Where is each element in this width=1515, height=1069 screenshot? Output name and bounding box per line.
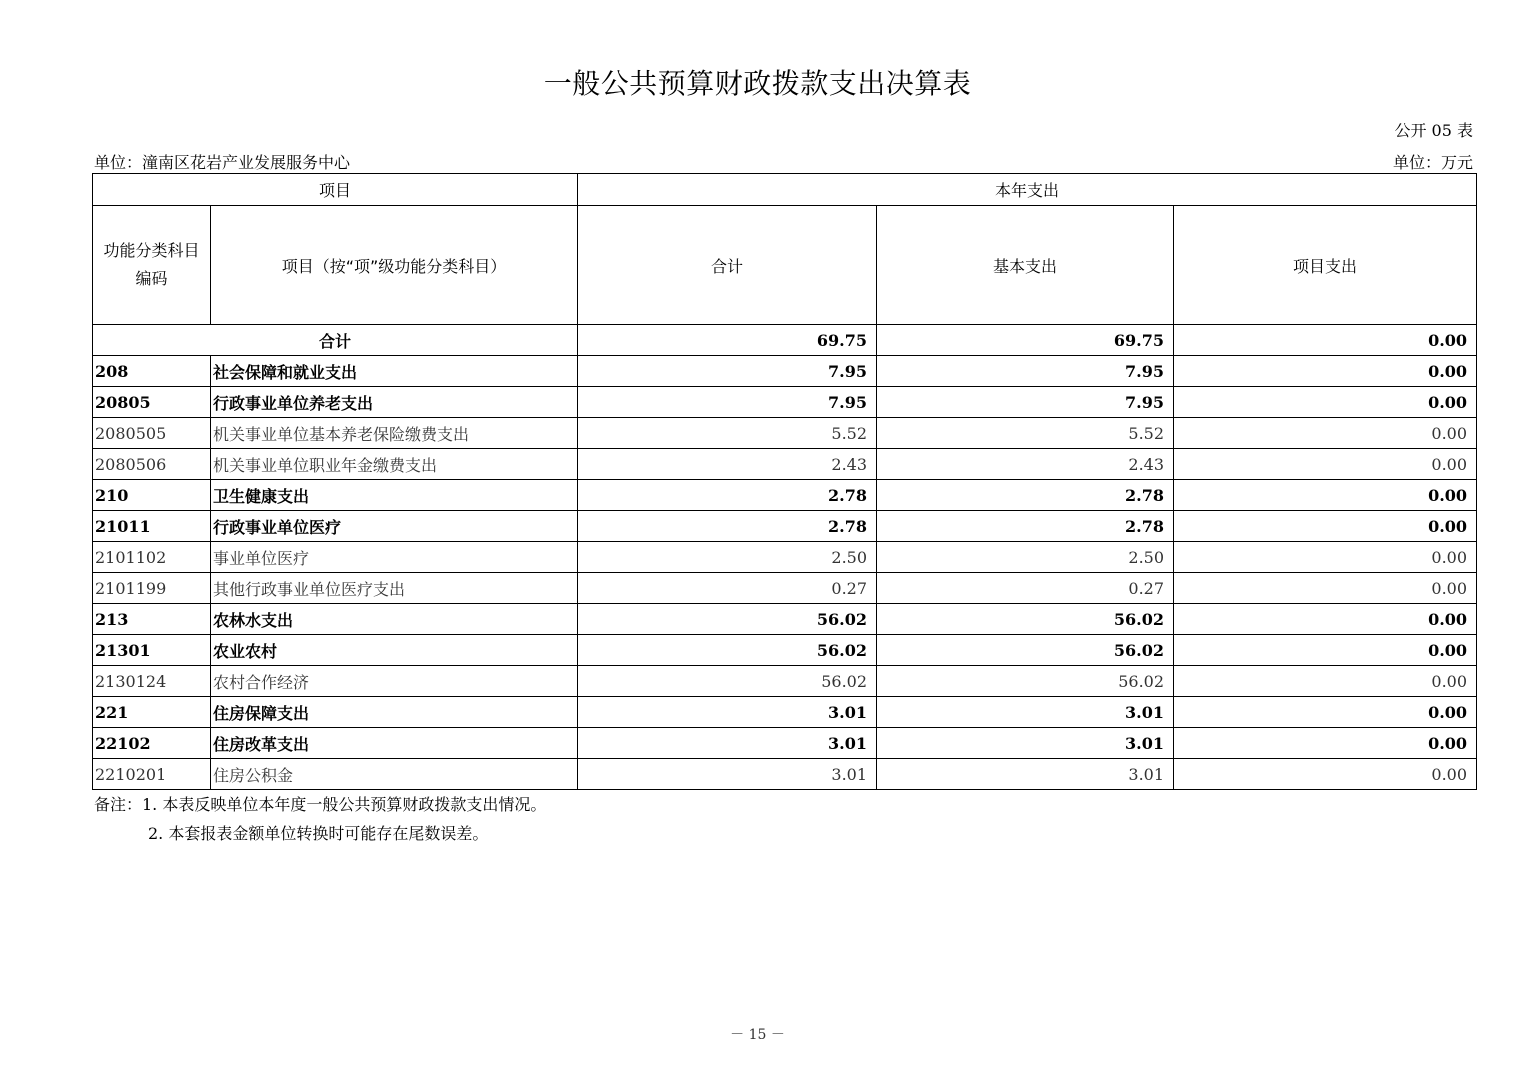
reporting-unit: 单位：潼南区花岩产业发展服务中心 <box>94 153 351 172</box>
row-code: 2130124 <box>93 666 211 697</box>
row-basic: 56.02 <box>877 604 1174 635</box>
row-code: 2080505 <box>93 418 211 449</box>
row-code: 2101102 <box>93 542 211 573</box>
row-name: 住房改革支出 <box>211 728 578 759</box>
table-row <box>93 697 1477 728</box>
row-total: 5.52 <box>578 418 877 449</box>
row-basic: 2.78 <box>877 480 1174 511</box>
row-code: 2080506 <box>93 449 211 480</box>
row-code: 208 <box>93 356 211 387</box>
row-project: 0.00 <box>1174 449 1477 480</box>
row-name: 行政事业单位医疗 <box>211 511 578 542</box>
row-project: 0.00 <box>1174 759 1477 790</box>
row-code: 213 <box>93 604 211 635</box>
row-project: 0.00 <box>1174 418 1477 449</box>
page-title: 一般公共预算财政拨款支出决算表 <box>543 67 972 100</box>
header-this-year: 本年支出 <box>578 174 1477 206</box>
row-total: 7.95 <box>578 356 877 387</box>
row-basic: 5.52 <box>877 418 1174 449</box>
table-row <box>93 387 1477 418</box>
note-line-1: 备注：1. 本表反映单位本年度一般公共预算财政拨款支出情况。 <box>94 795 547 814</box>
row-code: 2210201 <box>93 759 211 790</box>
row-basic: 2.78 <box>877 511 1174 542</box>
row-total: 56.02 <box>578 604 877 635</box>
row-project: 0.00 <box>1174 728 1477 759</box>
header-total: 合计 <box>578 206 877 325</box>
row-project: 0.00 <box>1174 604 1477 635</box>
row-project: 0.00 <box>1174 480 1477 511</box>
table-row <box>93 542 1477 573</box>
row-code: 21011 <box>93 511 211 542</box>
row-name: 农业农村 <box>211 635 578 666</box>
row-code: 22102 <box>93 728 211 759</box>
table-row <box>93 480 1477 511</box>
header-code-line2: 编码 <box>135 269 168 288</box>
row-code: 21301 <box>93 635 211 666</box>
row-total: 2.78 <box>578 480 877 511</box>
row-name: 住房公积金 <box>211 759 578 790</box>
row-project: 0.00 <box>1174 542 1477 573</box>
expenditure-table <box>92 173 1477 790</box>
row-project: 0.00 <box>1174 635 1477 666</box>
header-row-2 <box>93 206 1477 325</box>
table-row <box>93 635 1477 666</box>
row-name: 事业单位医疗 <box>211 542 578 573</box>
row-total: 3.01 <box>578 759 877 790</box>
total-sum: 69.75 <box>578 325 877 356</box>
row-basic: 3.01 <box>877 728 1174 759</box>
form-number: 公开 05 表 <box>1394 121 1473 140</box>
row-name: 行政事业单位养老支出 <box>211 387 578 418</box>
row-total: 2.50 <box>578 542 877 573</box>
table-row <box>93 356 1477 387</box>
row-total: 56.02 <box>578 635 877 666</box>
row-basic: 0.27 <box>877 573 1174 604</box>
row-project: 0.00 <box>1174 666 1477 697</box>
row-name: 机关事业单位职业年金缴费支出 <box>211 449 578 480</box>
table-row <box>93 511 1477 542</box>
row-code: 210 <box>93 480 211 511</box>
row-name: 住房保障支出 <box>211 697 578 728</box>
row-total: 3.01 <box>578 728 877 759</box>
row-name: 其他行政事业单位医疗支出 <box>211 573 578 604</box>
table-row <box>93 573 1477 604</box>
row-project: 0.00 <box>1174 697 1477 728</box>
currency-unit: 单位：万元 <box>1392 153 1473 172</box>
header-code-line1: 功能分类科目 <box>103 241 200 260</box>
header-code <box>93 206 211 325</box>
total-label: 合计 <box>93 325 578 356</box>
row-code: 221 <box>93 697 211 728</box>
row-name: 农林水支出 <box>211 604 578 635</box>
row-total: 2.78 <box>578 511 877 542</box>
row-basic: 2.50 <box>877 542 1174 573</box>
header-row-1 <box>93 174 1477 206</box>
row-name: 机关事业单位基本养老保险缴费支出 <box>211 418 578 449</box>
total-project: 0.00 <box>1174 325 1477 356</box>
row-project: 0.00 <box>1174 387 1477 418</box>
row-basic: 56.02 <box>877 635 1174 666</box>
header-basic: 基本支出 <box>877 206 1174 325</box>
total-basic: 69.75 <box>877 325 1174 356</box>
row-project: 0.00 <box>1174 356 1477 387</box>
row-basic: 2.43 <box>877 449 1174 480</box>
table-row <box>93 666 1477 697</box>
row-basic: 3.01 <box>877 759 1174 790</box>
row-name: 卫生健康支出 <box>211 480 578 511</box>
row-total: 2.43 <box>578 449 877 480</box>
row-total: 0.27 <box>578 573 877 604</box>
row-basic: 7.95 <box>877 356 1174 387</box>
table-row <box>93 418 1477 449</box>
row-basic: 3.01 <box>877 697 1174 728</box>
row-total: 56.02 <box>578 666 877 697</box>
table-row <box>93 728 1477 759</box>
page-number: － 15 － <box>730 1027 785 1043</box>
notes <box>94 790 546 848</box>
total-row <box>93 325 1477 356</box>
header-item-name: 项目（按“项”级功能分类科目） <box>211 206 578 325</box>
header-project-expenditure: 项目支出 <box>1174 206 1477 325</box>
row-code: 20805 <box>93 387 211 418</box>
row-project: 0.00 <box>1174 573 1477 604</box>
row-name: 农村合作经济 <box>211 666 578 697</box>
row-total: 7.95 <box>578 387 877 418</box>
row-name: 社会保障和就业支出 <box>211 356 578 387</box>
row-basic: 56.02 <box>877 666 1174 697</box>
table-row <box>93 449 1477 480</box>
row-code: 2101199 <box>93 573 211 604</box>
row-total: 3.01 <box>578 697 877 728</box>
note-line-2: 2. 本套报表金额单位转换时可能存在尾数误差。 <box>148 824 489 843</box>
row-project: 0.00 <box>1174 511 1477 542</box>
row-basic: 7.95 <box>877 387 1174 418</box>
table-row <box>93 759 1477 790</box>
table-row <box>93 604 1477 635</box>
header-project: 项目 <box>93 174 578 206</box>
